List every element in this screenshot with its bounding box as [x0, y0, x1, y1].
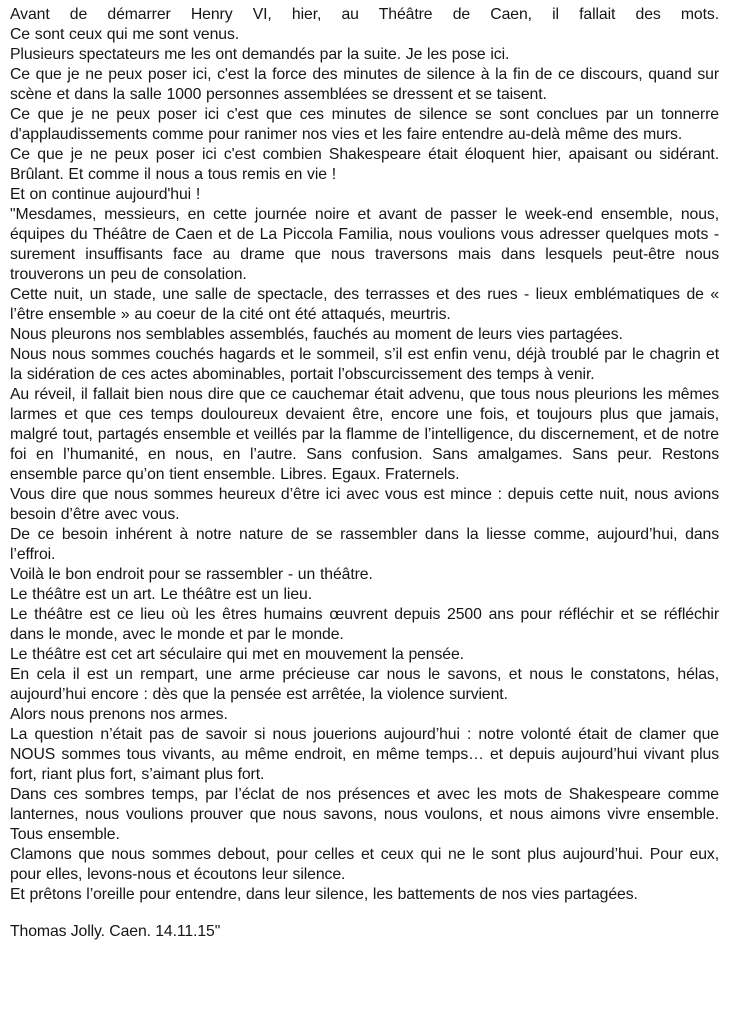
- paragraph: Nous pleurons nos semblables assemblés, fauchés au moment de leurs vies partagées.: [10, 326, 623, 343]
- paragraph: Ce que je ne peux poser ici c'est que ces minutes de silence se sont conclues par un tonnerre d'applaudissements comme pour ranimer nos vies et les faire entendre au-delà même des murs.: [10, 106, 719, 143]
- paragraph: Ce que je ne peux poser ici, c'est la force des minutes de silence à la fin de ce discours, quand sur scène et dans la salle 1000 personnes assemblées se dressent et se taisent.: [10, 66, 719, 103]
- speech-text: [10, 5, 719, 905]
- paragraph: Dans ces sombres temps, par l’éclat de nos présences et avec les mots de Shakespeare comme lanternes, nous voulions prouver que nous savons, nous voulons, et nous aimons vivre ensemble. Tous ensemble.: [10, 786, 719, 843]
- paragraph: La question n’était pas de savoir si nous jouerions aujourd’hui : notre volonté était de clamer que NOUS sommes tous vivants, au même endroit, en même temps… et depuis aujourd’hui vivant plus fort, riant plus fort, s’aimant plus fort.: [10, 726, 719, 783]
- paragraph: De ce besoin inhérent à notre nature de se rassembler dans la liesse comme, aujourd’hui, dans l’effroi.: [10, 526, 719, 563]
- paragraph: Le théâtre est cet art séculaire qui met en mouvement la pensée.: [10, 646, 464, 663]
- paragraph: Alors nous prenons nos armes.: [10, 706, 228, 723]
- paragraph: Le théâtre est ce lieu où les êtres humains œuvrent depuis 2500 ans pour réfléchir et se réfléchir dans le monde, avec le monde et par le monde.: [10, 606, 719, 643]
- paragraph: Et prêtons l’oreille pour entendre, dans leur silence, les battements de nos vies partagées.: [10, 886, 638, 903]
- paragraph: Et on continue aujourd'hui !: [10, 186, 201, 203]
- paragraph: Vous dire que nous sommes heureux d’être ici avec vous est mince : depuis cette nuit, nous avions besoin d’être avec vous.: [10, 486, 719, 523]
- paragraph: Voilà le bon endroit pour se rassembler - un théâtre.: [10, 566, 373, 583]
- paragraph: Ce sont ceux qui me sont venus.: [10, 26, 240, 43]
- paragraph: Plusieurs spectateurs me les ont demandés par la suite. Je les pose ici.: [10, 46, 510, 63]
- paragraph: Avant de démarrer Henry VI, hier, au Théâtre de Caen, il fallait des mots.: [10, 6, 719, 23]
- paragraph: "Mesdames, messieurs, en cette journée noire et avant de passer le week-end ensemble, nous, équipes du Théâtre de Caen et de La Piccola Familia, nous voulions vous adresser quelques mots - surement insuffisants face au drame que nous traversons mais dans lesquels peut-être nous trouverons un peu de consolation.: [10, 206, 719, 283]
- signature-line: Thomas Jolly. Caen. 14.11.15": [10, 923, 221, 940]
- paragraph: Clamons que nous sommes debout, pour celles et ceux qui ne le sont plus aujourd’hui. Pour eux, pour elles, levons-nous et écoutons leur silence.: [10, 846, 719, 883]
- paragraph: Cette nuit, un stade, une salle de spectacle, des terrasses et des rues - lieux emblématiques de « l’être ensemble » au coeur de la cité ont été attaqués, meurtris.: [10, 286, 719, 323]
- paragraph: Le théâtre est un art. Le théâtre est un lieu.: [10, 586, 312, 603]
- paragraph: En cela il est un rempart, une arme précieuse car nous le savons, et nous le constatons, hélas, aujourd’hui encore : dès que la pensée est arrêtée, la violence survient.: [10, 666, 719, 703]
- paragraph: Nous nous sommes couchés hagards et le sommeil, s’il est enfin venu, déjà troublé par le chagrin et la sidération de ces actes abominables, portait l’obscurcissement des temps à venir.: [10, 346, 719, 383]
- paragraph: Au réveil, il fallait bien nous dire que ce cauchemar était advenu, que tous nous pleurions les mêmes larmes et que ces temps douloureux devaient être, encore une fois, et toujours plus que jamais, malgré tout, partagés ensemble et veillés par la flamme de l’intelligence, du discernement, et de notre foi en l’humanité, en nous, en l’autre. Sans confusion. Sans amalgames. Sans peur. Restons ensemble parce qu’on tient ensemble. Libres. Egaux. Fraternels.: [10, 386, 719, 483]
- paragraph: Ce que je ne peux poser ici c'est combien Shakespeare était éloquent hier, apaisant ou sidérant. Brûlant. Et comme il nous a tous remis en vie !: [10, 146, 719, 183]
